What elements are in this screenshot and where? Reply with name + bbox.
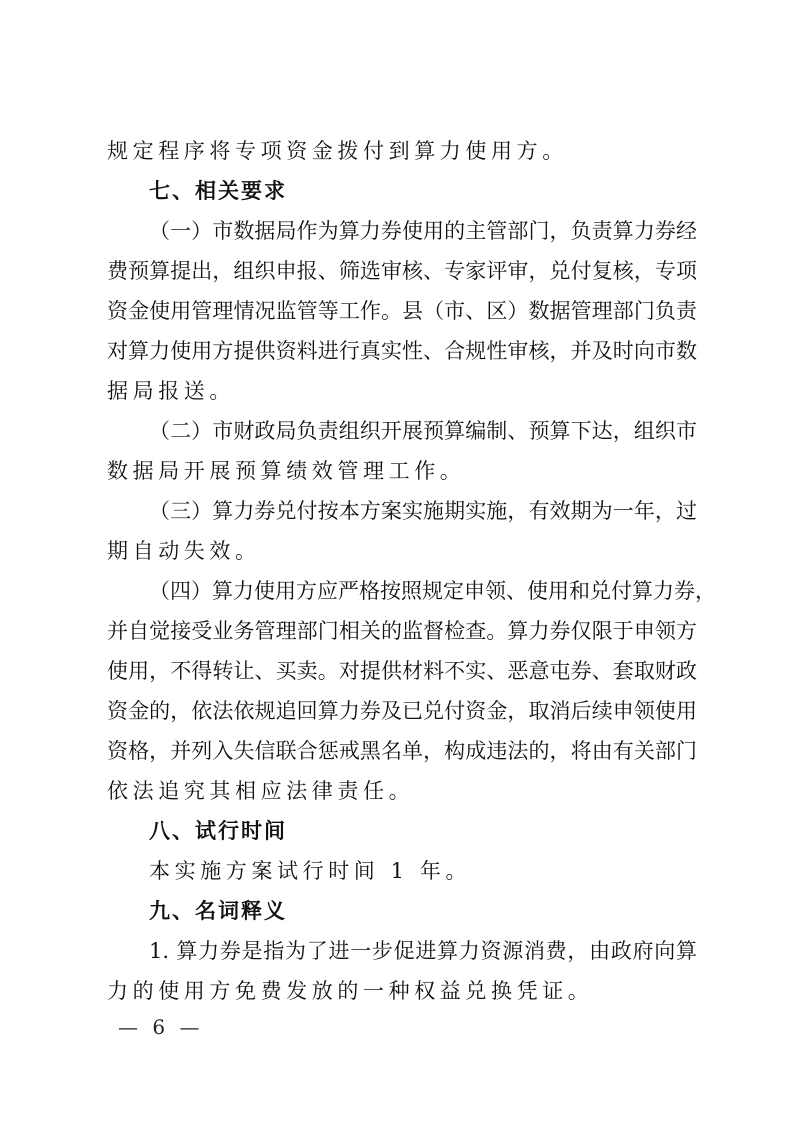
paragraph-line: 力的使用方免费发放的一种权益兑换凭证。 [107, 979, 594, 1003]
paragraph-line: 规定程序将专项资金拨付到算力使用方。 [107, 139, 568, 163]
paragraph-line: 对算力使用方提供资料进行真实性、合规性审核，并及时向市数 [107, 339, 697, 363]
paragraph-line: 资金使用管理情况监管等工作。县（市、区）数据管理部门负责 [107, 299, 697, 323]
paragraph-line: 数据局开展预算绩效管理工作。 [107, 459, 466, 483]
section-heading-definitions: 九、名词释义 [149, 899, 287, 923]
page-number: — 6 — [118, 1015, 204, 1039]
paragraph-line: 依法追究其相应法律责任。 [107, 779, 415, 803]
paragraph-line: （二）市财政局负责组织开展预算编制、预算下达，组织市 [149, 419, 697, 443]
paragraph-line: 本实施方案试行时间 1 年。 [149, 859, 472, 883]
paragraph-line: 资格，并列入失信联合惩戒黑名单，构成违法的，将由有关部门 [107, 739, 697, 763]
paragraph-line: 资金的，依法依规追回算力券及已兑付资金，取消后续申领使用 [107, 699, 697, 723]
paragraph-line: 并自觉接受业务管理部门相关的监督检查。算力券仅限于申领方 [107, 619, 697, 643]
section-heading-requirements: 七、相关要求 [149, 179, 287, 203]
paragraph-line: 使用，不得转让、买卖。对提供材料不实、恶意屯券、套取财政 [107, 659, 697, 683]
paragraph-line: （一）市数据局作为算力券使用的主管部门，负责算力券经 [149, 219, 697, 243]
paragraph-line: 期自动失效。 [107, 539, 261, 563]
paragraph-line: 据局报送。 [107, 379, 235, 403]
paragraph-line: （四）算力使用方应严格按照规定申领、使用和兑付算力券， [149, 579, 716, 603]
section-heading-trial-period: 八、试行时间 [149, 819, 287, 843]
paragraph-line: 1. 算力券是指为了进一步促进算力资源消费，由政府向算 [149, 939, 697, 963]
paragraph-line: 费预算提出，组织申报、筛选审核、专家评审，兑付复核，专项 [107, 259, 697, 283]
paragraph-line: （三）算力券兑付按本方案实施期实施，有效期为一年，过 [149, 499, 697, 523]
